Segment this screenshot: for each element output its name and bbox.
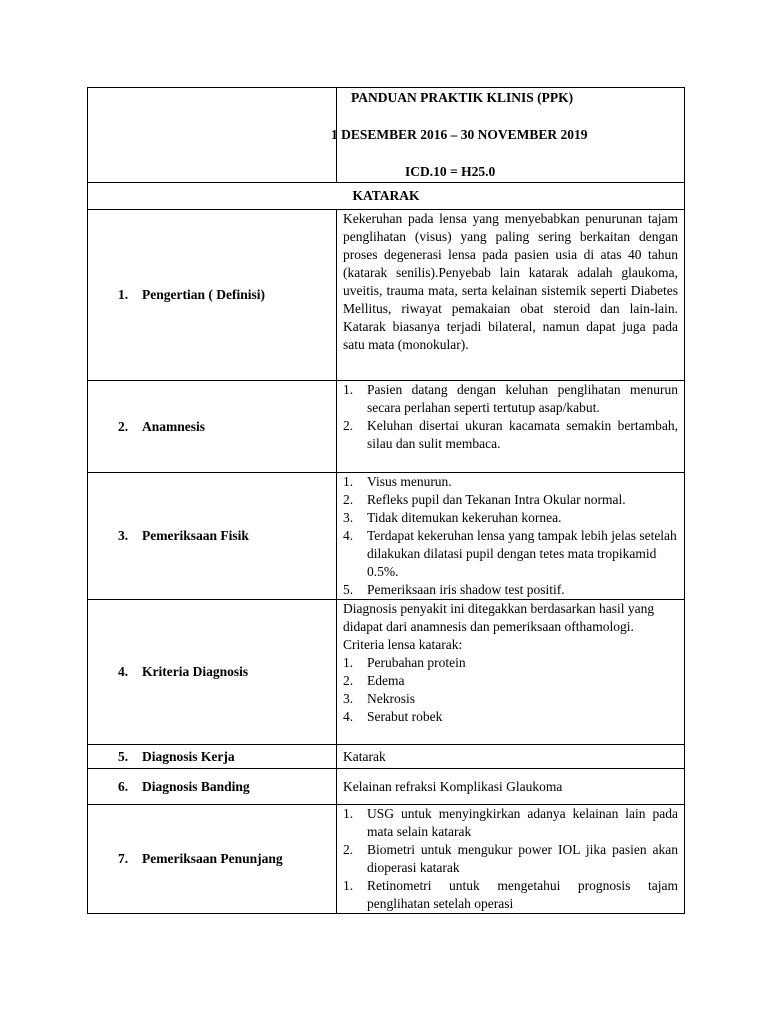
section-row-2 xyxy=(88,381,685,473)
ppk-table xyxy=(87,87,685,914)
section-body-7 xyxy=(337,805,685,914)
section-label-7: 7. Pemeriksaan Penunjang xyxy=(88,805,337,914)
section-row-5 xyxy=(88,745,685,769)
list-item: 4. Terdapat kekeruhan lensa yang tampak lebih jelas setelah dilakukan dilatasi pupil dengan tetes mata tropikamid 0.5%. xyxy=(343,528,677,579)
list-item: 4. Serabut robek xyxy=(343,709,443,724)
section-label-4: 4. Kriteria Diagnosis xyxy=(88,600,337,745)
section-row-3 xyxy=(88,473,685,600)
section-body-6: Kelainan refraksi Komplikasi Glaukoma xyxy=(337,769,685,805)
doc-period: 1 DESEMBER 2016 – 30 NOVEMBER 2019 xyxy=(331,127,588,142)
section-row-7 xyxy=(88,805,685,914)
list-item: 1. Visus menurun. xyxy=(343,474,452,489)
doc-icd: ICD.10 = H25.0 xyxy=(405,164,496,179)
header-row xyxy=(88,88,685,183)
list-item: 1. Retinometri untuk mengetahui prognosis tajam penglihatan setelah operasi xyxy=(343,878,678,911)
criteria-subtitle: Criteria lensa katarak: xyxy=(343,637,463,652)
section-label-6: 6. Diagnosis Banding xyxy=(88,769,337,805)
section-row-1 xyxy=(88,210,685,381)
doc-title: PANDUAN PRAKTIK KLINIS (PPK) xyxy=(351,90,574,105)
header-cell xyxy=(331,88,685,183)
list-item: 2. Biometri untuk mengukur power IOL jika pasien akan dioperasi katarak xyxy=(343,842,678,875)
list-item: 2. Refleks pupil dan Tekanan Intra Okular normal. xyxy=(343,492,626,507)
list-item: 5. Pemeriksaan iris shadow test positif. xyxy=(343,582,565,597)
criteria-intro: Diagnosis penyakit ini ditegakkan berdasarkan hasil yang didapat dari anamnesis dan pemeriksaan ofthamologi. xyxy=(343,601,655,634)
section-label-1: 1. Pengertian ( Definisi) xyxy=(88,210,337,381)
title-row xyxy=(88,183,685,210)
list-item: 2. Keluhan disertai ukuran kacamata semakin bertambah, silau dan sulit membaca. xyxy=(343,418,678,451)
section-body-2 xyxy=(337,381,685,473)
disease-title: KATARAK xyxy=(88,183,685,210)
section-label-3: 3. Pemeriksaan Fisik xyxy=(88,473,337,600)
list-item: 1. Pasien datang dengan keluhan penglihatan menurun secara perlahan seperti tertutup asap/kabut. xyxy=(343,382,678,415)
section-label-2: 2. Anamnesis xyxy=(88,381,337,473)
section-body-3 xyxy=(337,473,685,600)
list-item: 3. Nekrosis xyxy=(343,691,415,706)
header-left-cell xyxy=(88,88,337,183)
section-body-4 xyxy=(337,600,685,745)
section-row-4 xyxy=(88,600,685,745)
section-label-5: 5. Diagnosis Kerja xyxy=(88,745,337,769)
section-body-1: Kekeruhan pada lensa yang menyebabkan penurunan tajam penglihatan (visus) yang paling sering berkaitan dengan proses degenerasi lensa pada pasien usia di atas 40 tahun (katarak senilis).Penyebab lain katarak adalah glaukoma, uveitis, trauma mata, serta kelainan sistemik seperti Diabetes Mellitus, riwayat pemakaian obat steroid dan lain-lain. Katarak biasanya terjadi bilateral, namun dapat juga pada satu mata (monokular). xyxy=(337,210,685,381)
list-item: 2. Edema xyxy=(343,673,405,688)
list-item: 1. Perubahan protein xyxy=(343,655,466,670)
list-item: 1. USG untuk menyingkirkan adanya kelainan lain pada mata selain katarak xyxy=(343,806,678,839)
section-row-6 xyxy=(88,769,685,805)
list-item: 3. Tidak ditemukan kekeruhan kornea. xyxy=(343,510,562,525)
section-body-5: Katarak xyxy=(337,745,685,769)
